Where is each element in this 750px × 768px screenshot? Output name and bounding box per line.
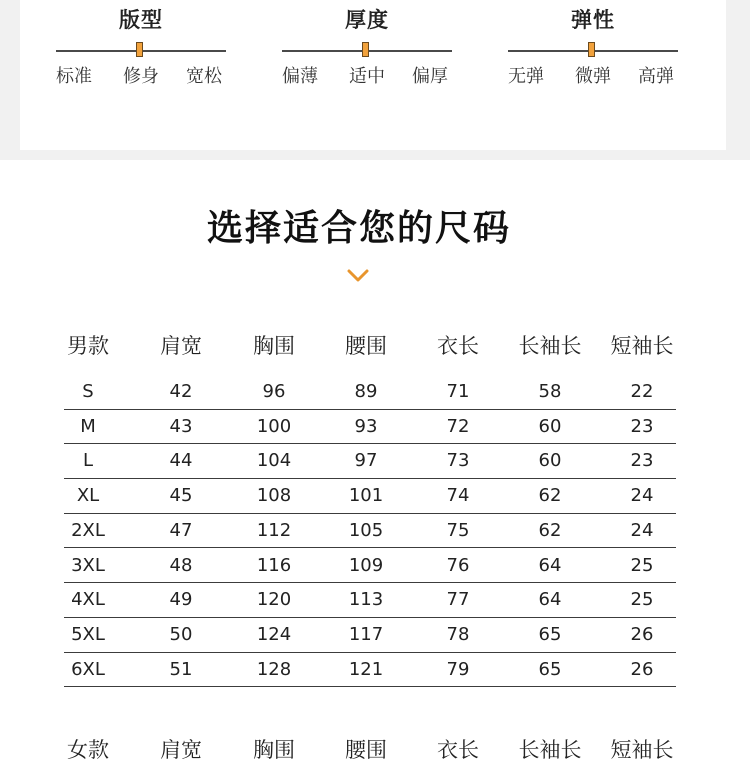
table-header-cell: 衣长 (437, 738, 479, 762)
size-label-cell: 4XL (71, 589, 105, 611)
table-row (64, 548, 676, 584)
attribute-scale-marker (136, 42, 143, 57)
table-cell: 62 (538, 485, 562, 507)
table-row (64, 478, 676, 514)
table-cell: 79 (446, 658, 470, 680)
table-cell: 112 (256, 519, 292, 541)
women-table-header (42, 728, 678, 768)
attribute-option-selected: 修身 (123, 66, 159, 87)
table-header-cell: 腰围 (345, 738, 387, 762)
table-cell: 26 (630, 623, 654, 645)
attribute-option-selected: 适中 (349, 66, 385, 87)
attribute-elasticity (508, 0, 678, 100)
size-label-cell: 6XL (71, 658, 105, 680)
attribute-scale-marker (362, 42, 369, 57)
table-cell: 113 (348, 589, 384, 611)
table-cell: 121 (348, 658, 384, 680)
section-title: 选择适合您的尺码 (206, 208, 511, 249)
table-cell: 47 (169, 519, 193, 541)
table-header-cell: 长袖长 (518, 738, 582, 762)
table-row (64, 652, 676, 688)
table-row (64, 374, 676, 410)
table-cell: 76 (446, 554, 470, 576)
attribute-title: 厚度 (345, 8, 389, 32)
table-header-cell: 男款 (67, 334, 109, 358)
table-cell: 105 (348, 519, 384, 541)
table-cell: 43 (169, 415, 193, 437)
attribute-scale-marker (588, 42, 595, 57)
table-header-cell: 衣长 (437, 334, 479, 358)
table-cell: 117 (348, 623, 384, 645)
attribute-option: 宽松 (186, 66, 222, 87)
table-row (64, 513, 676, 549)
table-cell: 23 (630, 450, 654, 472)
table-cell: 23 (630, 415, 654, 437)
table-cell: 42 (169, 381, 193, 402)
table-cell: 74 (446, 485, 470, 507)
table-row (64, 409, 676, 445)
attribute-option: 偏薄 (282, 66, 318, 87)
table-cell: 108 (256, 485, 292, 507)
attribute-title: 弹性 (571, 8, 615, 32)
table-cell: 49 (169, 589, 193, 611)
attribute-option: 偏厚 (412, 66, 448, 87)
table-cell: 26 (630, 658, 654, 680)
table-cell: 24 (630, 485, 654, 507)
table-cell: 96 (262, 381, 286, 402)
table-cell: 65 (538, 658, 562, 680)
table-cell: 64 (538, 589, 562, 611)
table-cell: 78 (446, 623, 470, 645)
table-cell: 71 (446, 381, 470, 402)
table-cell: 75 (446, 519, 470, 541)
table-header-cell: 肩宽 (160, 738, 202, 762)
table-cell: 73 (446, 450, 470, 472)
table-cell: 124 (256, 623, 292, 645)
table-cell: 65 (538, 623, 562, 645)
table-cell: 45 (169, 485, 193, 507)
table-cell: 25 (630, 589, 654, 611)
chevron-down-icon (347, 268, 369, 284)
attribute-fit (56, 0, 226, 100)
table-cell: 93 (354, 415, 378, 437)
table-cell: 22 (630, 381, 654, 402)
attribute-option-selected: 微弹 (575, 66, 611, 87)
table-cell: 44 (169, 450, 193, 472)
table-cell: 72 (446, 415, 470, 437)
attribute-title: 版型 (119, 8, 163, 32)
table-cell: 100 (256, 415, 292, 437)
table-cell: 50 (169, 623, 193, 645)
table-header-cell: 胸围 (253, 334, 295, 358)
table-cell: 24 (630, 519, 654, 541)
table-cell: 97 (354, 450, 378, 472)
table-cell: 89 (354, 381, 378, 402)
table-cell: 48 (169, 554, 193, 576)
attribute-option: 标准 (56, 66, 92, 87)
table-header-cell: 肩宽 (160, 334, 202, 358)
table-cell: 116 (256, 554, 292, 576)
size-label-cell: 2XL (71, 519, 105, 541)
table-header-cell: 短袖长 (610, 334, 674, 358)
table-cell: 51 (169, 658, 193, 680)
table-row (64, 582, 676, 618)
table-cell: 104 (256, 450, 292, 472)
table-header (42, 324, 678, 364)
size-label-cell: XL (76, 485, 100, 507)
table-cell: 109 (348, 554, 384, 576)
size-label-cell: 5XL (71, 623, 105, 645)
table-header-cell: 长袖长 (518, 334, 582, 358)
table-cell: 64 (538, 554, 562, 576)
table-cell: 77 (446, 589, 470, 611)
table-header-cell: 胸围 (253, 738, 295, 762)
attribute-card (20, 0, 726, 150)
size-label-cell: 3XL (71, 554, 105, 576)
attribute-option: 高弹 (638, 66, 674, 87)
table-cell: 128 (256, 658, 292, 680)
table-cell: 58 (538, 381, 562, 402)
size-label-cell: M (80, 415, 96, 437)
size-label-cell: L (82, 450, 94, 472)
table-header-cell: 女款 (67, 738, 109, 762)
attribute-thickness (282, 0, 452, 100)
table-header-cell: 腰围 (345, 334, 387, 358)
table-row (64, 443, 676, 479)
table-cell: 60 (538, 415, 562, 437)
table-header-cell: 短袖长 (610, 738, 674, 762)
table-cell: 25 (630, 554, 654, 576)
table-cell: 101 (348, 485, 384, 507)
table-cell: 120 (256, 589, 292, 611)
size-label-cell: S (82, 381, 94, 402)
attribute-option: 无弹 (508, 66, 544, 87)
table-cell: 62 (538, 519, 562, 541)
table-cell: 60 (538, 450, 562, 472)
attribute-panel-background (0, 0, 750, 160)
table-row (64, 617, 676, 653)
